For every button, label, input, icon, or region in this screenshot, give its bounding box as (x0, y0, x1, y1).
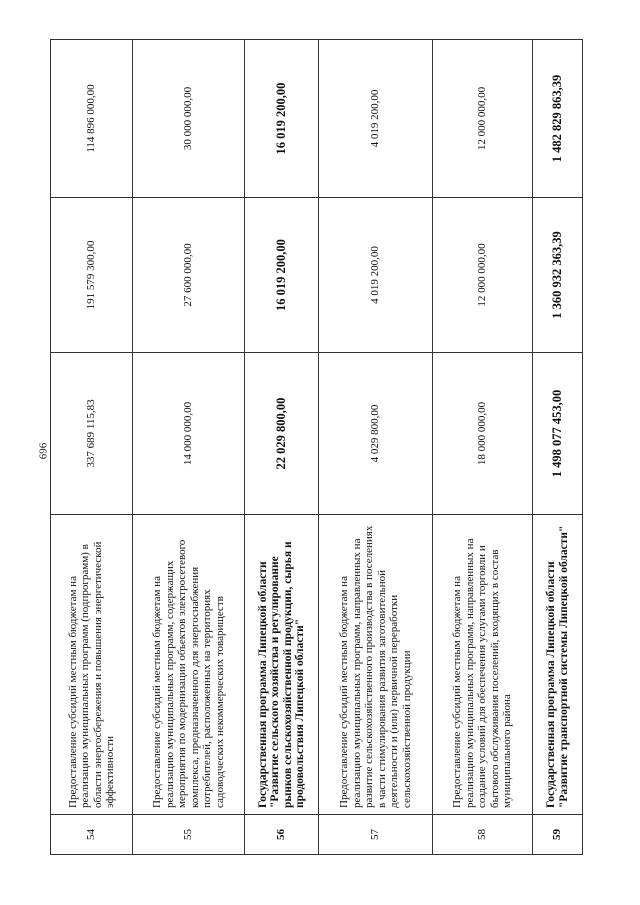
row-description: Предоставление субсидий местным бюджетам на реализацию муниципальных программ, направленных на развитие сельскохозяйственного производства в поселениях в части стимулирования развития заготовительной деятельности и (или) первичной переработки сельскохозяйственной продукции (319, 515, 433, 815)
row-description: Предоставление субсидий местным бюджетам на реализацию муниципальных программ, направленных на создание условий для обеспечения услугами торговли и бытового обслуживания поселений, входящих в состав муниципального района (433, 515, 533, 815)
budget-table (50, 39, 583, 855)
row-value-3: 16 019 200,00 (245, 40, 319, 198)
row-value-3: 4 019 200,00 (319, 40, 433, 198)
row-value-3: 30 000 000,00 (133, 40, 245, 198)
row-value-3: 1 482 829 863,39 (533, 40, 583, 198)
row-value-1: 4 029 800,00 (319, 353, 433, 515)
rotated-table-container (50, 40, 582, 855)
row-value-3: 12 000 000,00 (433, 40, 533, 198)
row-number: 58 (433, 815, 533, 855)
table-row (433, 40, 533, 855)
row-value-2: 12 000 000,00 (433, 198, 533, 353)
row-number: 54 (51, 815, 133, 855)
row-value-2: 1 360 932 363,39 (533, 198, 583, 353)
row-value-1: 18 000 000,00 (433, 353, 533, 515)
row-value-1: 14 000 000,00 (133, 353, 245, 515)
row-value-2: 27 600 000,00 (133, 198, 245, 353)
row-value-2: 191 579 300,00 (51, 198, 133, 353)
row-number: 56 (245, 815, 319, 855)
row-value-1: 337 689 115,83 (51, 353, 133, 515)
row-value-2: 16 019 200,00 (245, 198, 319, 353)
page-number: 696 (37, 442, 50, 460)
table-row (533, 40, 583, 855)
table-row (245, 40, 319, 855)
row-number: 57 (319, 815, 433, 855)
row-description: Предоставление субсидий местным бюджетам на реализацию муниципальных программ (подпрограмм) в области энергосбережения и повышения энергетической эффективности (51, 515, 133, 815)
row-number: 59 (533, 815, 583, 855)
row-value-1: 22 029 800,00 (245, 353, 319, 515)
table-row (319, 40, 433, 855)
row-value-2: 4 019 200,00 (319, 198, 433, 353)
row-number: 55 (133, 815, 245, 855)
row-value-1: 1 498 077 453,00 (533, 353, 583, 515)
table-row (51, 40, 133, 855)
row-value-3: 114 896 000,00 (51, 40, 133, 198)
table-row (133, 40, 245, 855)
row-description: Государственная программа Липецкой области "Развитие транспортной системы Липецкой области" (533, 515, 583, 815)
row-description: Государственная программа Липецкой области "Развитие сельского хозяйства и регулирование рынков сельскохозяйственной продукции, сырья и продовольствия Липецкой области" (245, 515, 319, 815)
row-description: Предоставление субсидий местным бюджетам на реализацию муниципальных программ, содержащих мероприятия по модернизации объектов электросетевого комплекса, предназначенного для энергоснабжения потребителей, расположенных на территориях садоводческих некоммерческих товариществ (133, 515, 245, 815)
